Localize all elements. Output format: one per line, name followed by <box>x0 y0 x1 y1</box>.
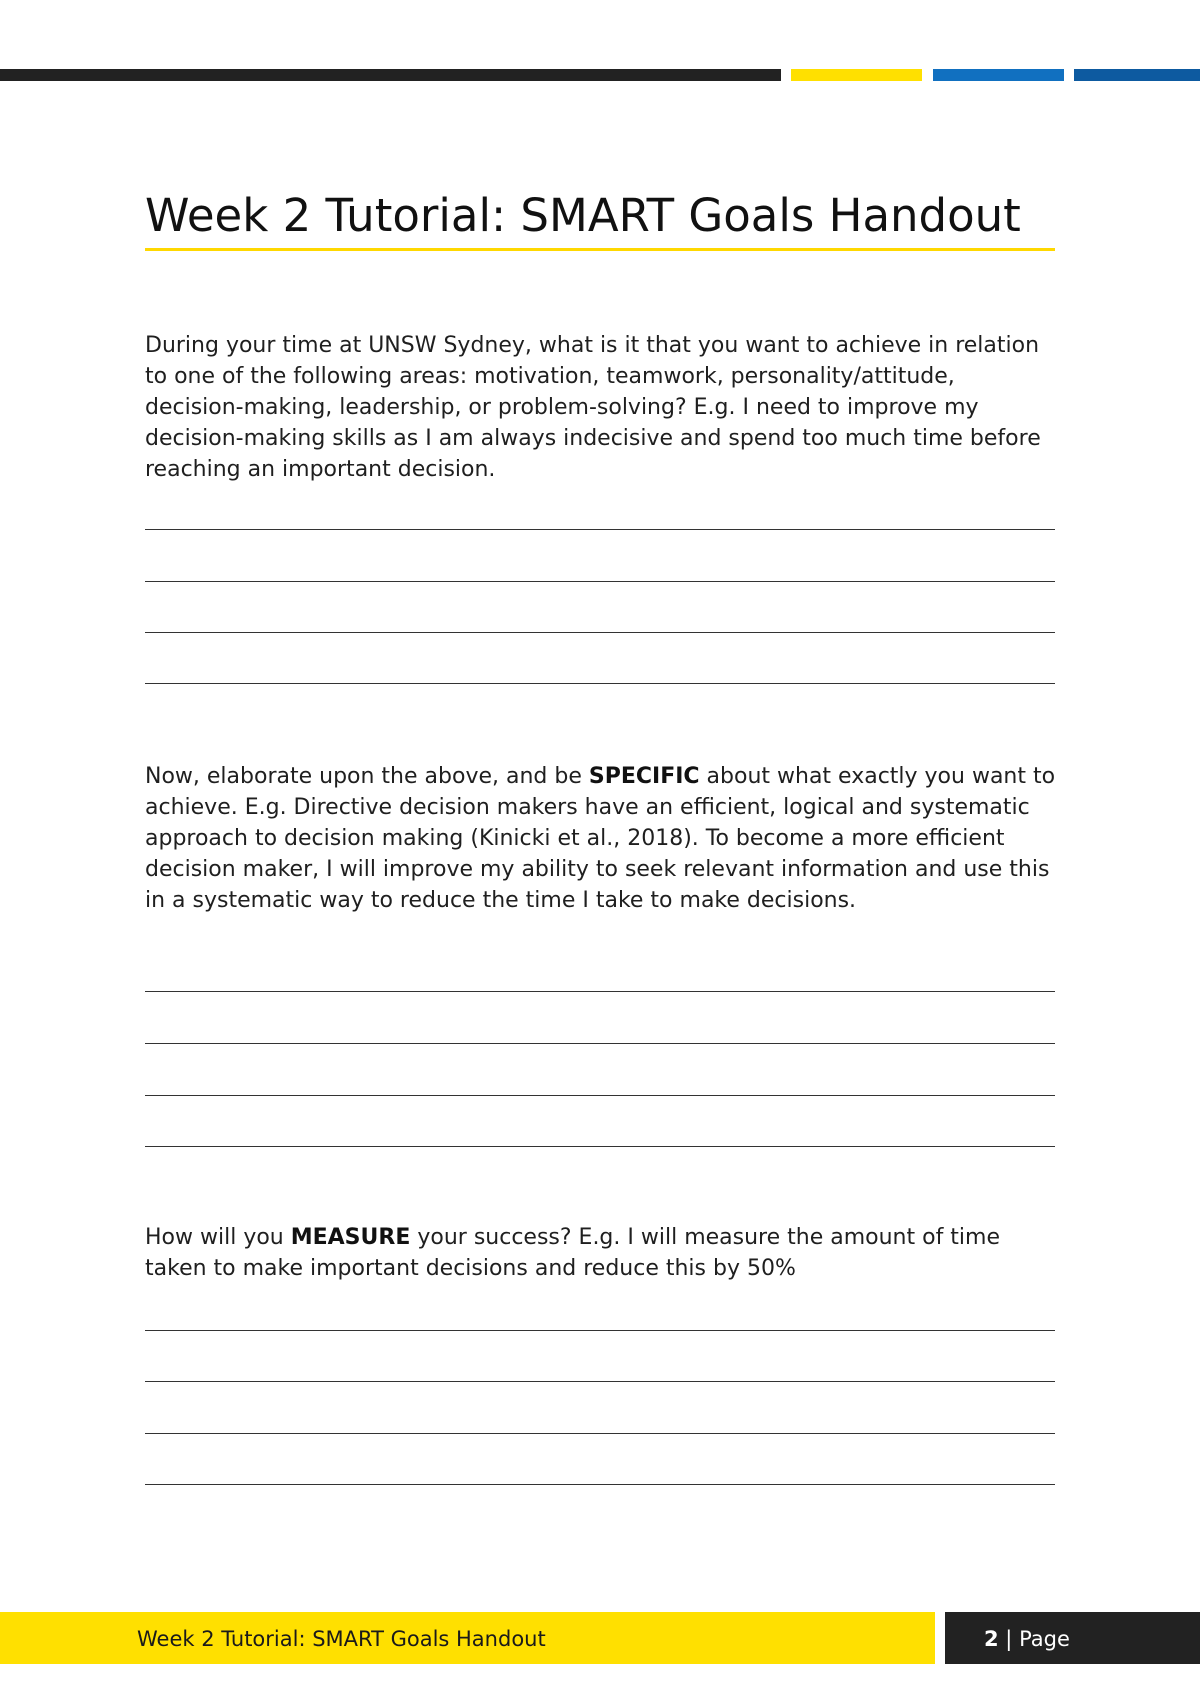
prompt-measure-text-before: How will you <box>145 1225 291 1250</box>
prompt-achieve <box>145 330 1060 485</box>
answer-line[interactable] <box>145 529 1055 530</box>
header-bar-dark <box>0 69 781 81</box>
header-bar-yellow <box>791 69 922 81</box>
answer-line[interactable] <box>145 1330 1055 1331</box>
answer-line[interactable] <box>145 1095 1055 1096</box>
prompt-specific-text-before: Now, elaborate upon the above, and be <box>145 764 589 789</box>
prompt-measure <box>145 1222 1060 1284</box>
page-number-label <box>984 1627 1070 1651</box>
answer-line[interactable] <box>145 683 1055 684</box>
prompt-measure-emphasis: MEASURE <box>290 1225 411 1250</box>
prompt-specific-emphasis: SPECIFIC <box>588 764 700 789</box>
answer-line[interactable] <box>145 1484 1055 1485</box>
answer-line[interactable] <box>145 581 1055 582</box>
answer-line[interactable] <box>145 1381 1055 1382</box>
header-bar-blue <box>933 69 1064 81</box>
page-separator: | <box>998 1627 1020 1651</box>
prompt-measure-text-after: your success? E.g. I will measure the amount of time taken to make important decisions and reduce this by 50% <box>145 1225 1001 1281</box>
page-word: Page <box>1019 1627 1070 1651</box>
header-bar-blue-dark <box>1074 69 1200 81</box>
answer-line[interactable] <box>145 1146 1055 1147</box>
prompt-specific-text-after: about what exactly you want to achieve. E.g. Directive decision makers have an efficient, logical and systematic approach to decision making (Kinicki et al., 2018). To become a more efficient decision maker, I will improve my ability to seek relevant information and use this in a systematic way to reduce the time I take to make decisions. <box>145 764 1056 913</box>
answer-line[interactable] <box>145 1433 1055 1434</box>
answer-line[interactable] <box>145 1043 1055 1044</box>
footer-title: Week 2 Tutorial: SMART Goals Handout <box>137 1627 546 1651</box>
page-title: Week 2 Tutorial: SMART Goals Handout <box>145 186 1055 251</box>
prompt-specific <box>145 761 1060 916</box>
page-number: 2 <box>984 1627 999 1651</box>
answer-line[interactable] <box>145 991 1055 992</box>
answer-line[interactable] <box>145 632 1055 633</box>
prompt-achieve-text: During your time at UNSW Sydney, what is it that you want to achieve in relation to one of the following areas: motivation, teamwork, personality/attitude, decision-making, leadership, or problem-solving? E.g. I need to improve my decision-making skills as I am always indecisive and spend too much time before reaching an important decision. <box>145 333 1041 482</box>
